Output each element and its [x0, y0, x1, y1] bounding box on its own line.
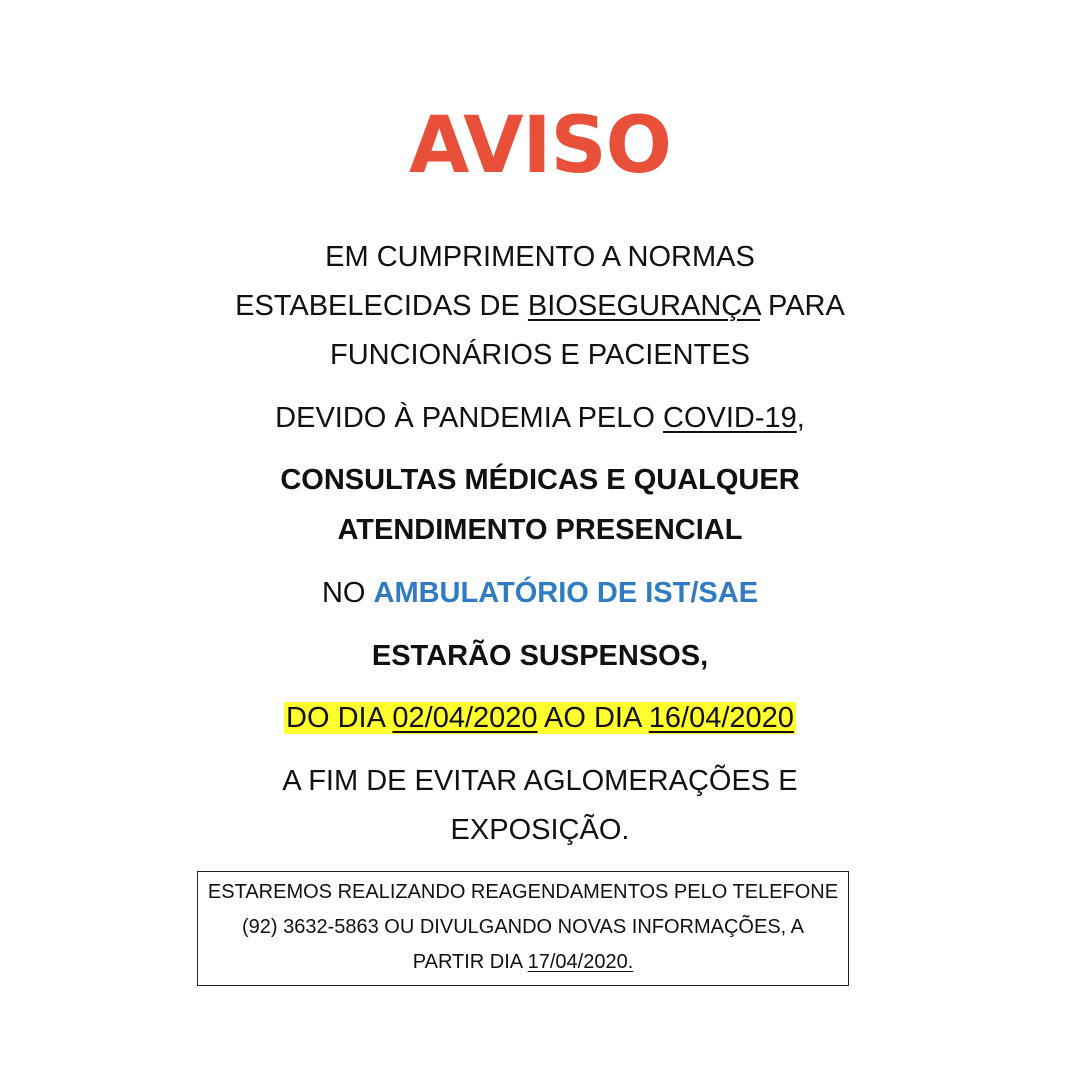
- text-segment: PARA: [759, 290, 845, 322]
- text-segment: ,: [796, 402, 805, 434]
- text-line-10: [0, 761, 1080, 801]
- text-segment: EXPOSIÇÃO.: [450, 814, 630, 846]
- text-line-8: [0, 636, 1080, 676]
- covid-term: COVID-19: [663, 402, 797, 434]
- text-segment: ESTABELECIDAS DE: [235, 290, 528, 322]
- text-line-1: [0, 237, 1080, 277]
- text-segment: DEVIDO À PANDEMIA PELO: [275, 402, 664, 434]
- notice-line-3: [198, 945, 848, 980]
- text-segment: ESTARÃO SUSPENSOS,: [371, 640, 709, 672]
- text-line-5: [0, 460, 1080, 500]
- text-line-9: [0, 698, 1080, 738]
- text-line-4: [0, 398, 1080, 438]
- biosafety-term: BIOSEGURANÇA: [527, 290, 760, 322]
- date-range-highlight: [284, 702, 796, 734]
- rescheduling-notice-box: [197, 871, 849, 986]
- text-segment: AO DIA: [537, 702, 649, 734]
- text-line-6: [0, 510, 1080, 550]
- notice-line-1: ESTAREMOS REALIZANDO REAGENDAMENTOS PELO TELEFONE: [207, 881, 839, 903]
- page-title: AVISO: [409, 101, 671, 191]
- text-segment: PARTIR DIA: [412, 951, 528, 973]
- text-line-3: [0, 335, 1080, 375]
- text-segment: EM CUMPRIMENTO A NORMAS: [325, 241, 755, 273]
- text-line-11: [0, 810, 1080, 850]
- text-segment: FUNCIONÁRIOS E PACIENTES: [329, 339, 751, 371]
- end-date: 16/04/2020: [648, 702, 794, 734]
- clinic-name: AMBULATÓRIO DE IST/SAE: [373, 577, 759, 609]
- text-segment: A FIM DE EVITAR AGLOMERAÇÕES E: [282, 765, 798, 797]
- text-segment: ATENDIMENTO PRESENCIAL: [337, 514, 743, 546]
- start-date: 02/04/2020: [392, 702, 538, 734]
- text-line-7: [0, 573, 1080, 613]
- notice-line-2: (92) 3632-5863 OU DIVULGANDO NOVAS INFORMAÇÕES, A: [241, 916, 805, 938]
- text-line-2: [0, 286, 1080, 326]
- resume-date: 17/04/2020.: [527, 951, 634, 973]
- text-segment: NO: [321, 577, 374, 609]
- text-segment: DO DIA: [286, 702, 393, 734]
- text-segment: CONSULTAS MÉDICAS E QUALQUER: [280, 464, 800, 496]
